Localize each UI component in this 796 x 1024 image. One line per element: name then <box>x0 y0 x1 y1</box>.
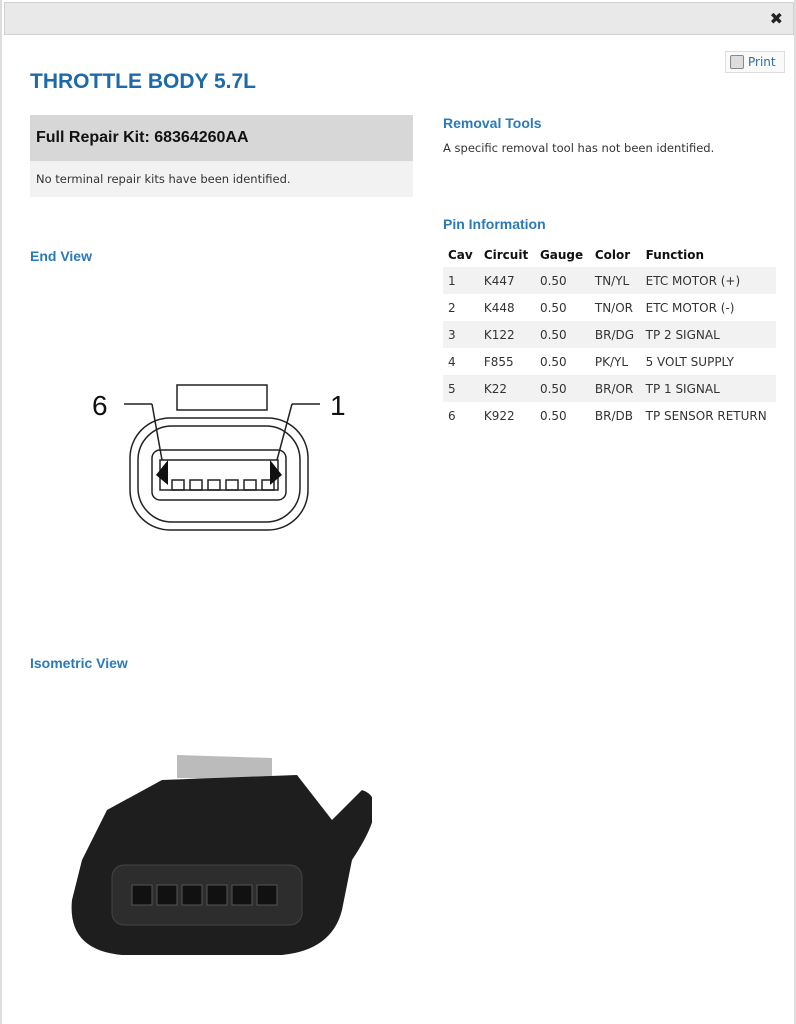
pin-cell: 4 <box>448 354 456 369</box>
repair-kit-note: No terminal repair kits have been identified. <box>30 161 413 197</box>
pin-row <box>443 294 776 321</box>
print-label: Print <box>748 55 776 69</box>
col-header: Cav <box>448 247 473 262</box>
isometric-view-image <box>62 750 372 960</box>
col-header: Gauge <box>539 247 584 262</box>
pin-cell: 0.50 <box>539 408 567 423</box>
pin-cell: TP 2 SIGNAL <box>641 321 776 348</box>
removal-tools-heading: Removal Tools <box>443 115 542 131</box>
repair-kit-heading: Full Repair Kit: 68364260AA <box>30 115 413 161</box>
isometric-view-heading: Isometric View <box>30 655 128 671</box>
pin-row <box>443 321 776 348</box>
pin-row <box>443 348 776 375</box>
pin-cell: 3 <box>443 321 479 348</box>
pin-cell: 1 <box>443 267 479 294</box>
repair-kit-box <box>30 115 413 197</box>
pin-cell: TN/YL <box>590 267 641 294</box>
page-title: THROTTLE BODY 5.7L <box>30 70 256 93</box>
pin-row <box>443 267 776 294</box>
pin-cell: K922 <box>483 408 515 423</box>
pin-cell: 0.50 <box>539 300 567 315</box>
pin-label-6: 6 <box>92 390 108 421</box>
pin-cell: 0.50 <box>535 375 590 402</box>
pin-cell: TN/OR <box>594 300 634 315</box>
pin-cell: 0.50 <box>535 321 590 348</box>
dialog-titlebar <box>4 2 794 35</box>
pin-row <box>443 375 776 402</box>
pin-cell: K122 <box>479 321 535 348</box>
col-header: Color <box>594 247 631 262</box>
removal-tools-text: A specific removal tool has not been identified. <box>443 141 715 155</box>
pin-cell: F855 <box>483 354 514 369</box>
end-view-diagram <box>112 380 332 535</box>
pin-label-1: 1 <box>330 390 346 421</box>
pin-cell: 2 <box>448 300 456 315</box>
print-button[interactable] <box>725 51 785 73</box>
pin-cell: 6 <box>448 408 456 423</box>
pin-cell: 5 <box>443 375 479 402</box>
pin-cell: K447 <box>479 267 535 294</box>
col-header: Circuit <box>483 247 529 262</box>
pin-table <box>443 242 776 429</box>
pin-cell: BR/DB <box>594 408 633 423</box>
pin-cell: 0.50 <box>535 267 590 294</box>
pin-cell: PK/YL <box>594 354 629 369</box>
pin-cell: 0.50 <box>539 354 567 369</box>
pin-cell: TP 1 SIGNAL <box>641 375 776 402</box>
pin-cell: ETC MOTOR (-) <box>645 300 735 315</box>
pin-cell: BR/DG <box>590 321 641 348</box>
pin-info-heading: Pin Information <box>443 216 546 232</box>
pin-cell: BR/OR <box>590 375 641 402</box>
pin-cell: ETC MOTOR (+) <box>641 267 776 294</box>
pin-cell: 5 VOLT SUPPLY <box>645 354 734 369</box>
pin-row <box>443 402 776 429</box>
pin-cell: TP SENSOR RETURN <box>645 408 767 423</box>
pin-cell: K22 <box>479 375 535 402</box>
pin-table-header <box>443 242 776 267</box>
pin-cell: K448 <box>483 300 515 315</box>
close-button[interactable]: ✖ <box>769 9 783 28</box>
end-view-heading: End View <box>30 248 92 264</box>
col-header: Function <box>645 247 705 262</box>
printer-icon <box>730 55 744 69</box>
